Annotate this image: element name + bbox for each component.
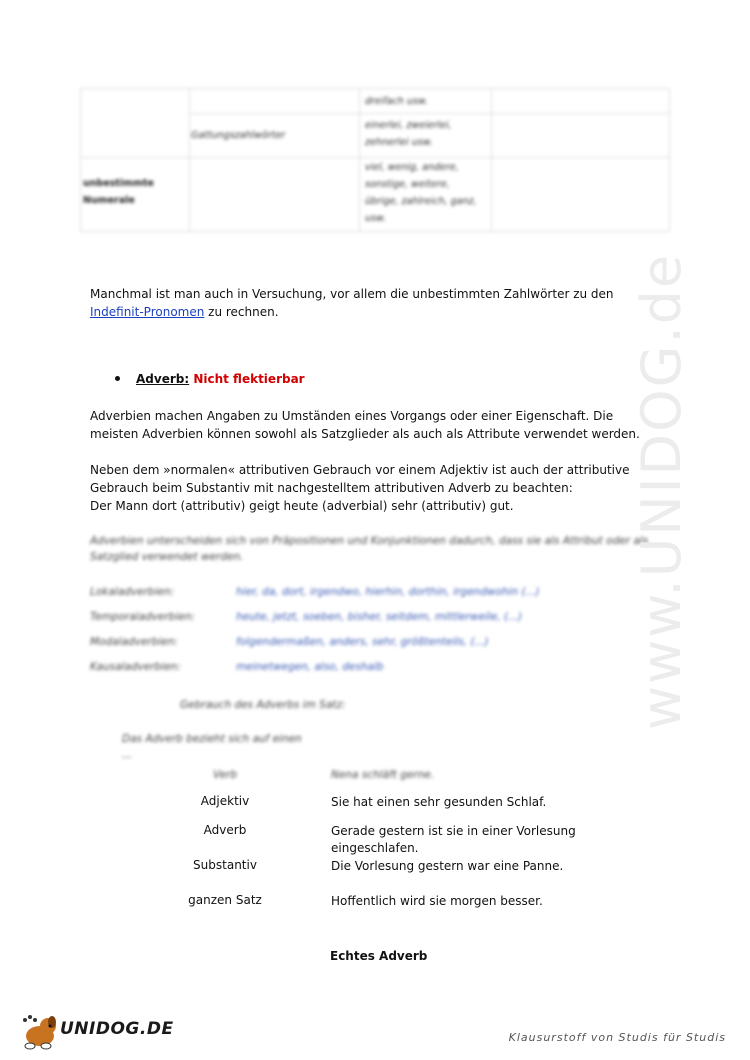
paragraph-line: Neben dem »normalen« attributiven Gebrauch vor einem Adjektiv ist auch der attributive xyxy=(90,463,630,477)
table-cell: einerlei, zweierlei, zehnerlei usw. xyxy=(365,120,452,148)
adverb-type-examples: folgendermaßen, anders, sehr, größtenteils, (...) xyxy=(236,636,489,648)
paragraph-line: Der Mann dort (attributiv) geigt heute (adverbial) sehr (attributiv) gut. xyxy=(90,499,514,513)
heading-label: Adverb: xyxy=(136,372,190,386)
table-cell: Gattungszahlwörter xyxy=(191,130,286,141)
row-label: Substantiv xyxy=(193,858,257,872)
paragraph-suffix: zu rechnen. xyxy=(204,305,279,319)
adverb-type-examples: hier, da, dort, irgendwo, hierhin, dorthin, irgendwohin (...) xyxy=(236,586,540,598)
numerals-table xyxy=(80,88,670,232)
paragraph-attributiv xyxy=(90,461,670,515)
adverb-type-name: Kausaladverbien: xyxy=(90,661,181,673)
adverb-type-examples: meinetwegen, also, deshalb xyxy=(236,661,384,673)
logo-text: UNIDOG.DE xyxy=(60,1019,174,1039)
paragraph-text: Manchmal ist man auch in Versuchung, vor allem die unbestimmten Zahlwörter zu den xyxy=(90,287,614,301)
adverb-type-name: Modaladverbien: xyxy=(90,636,178,648)
blurred-intro: Adverbien unterscheiden sich von Präpositionen und Konjunktionen dadurch, dass sie als Attribut oder als Satzglied verwendet werden. xyxy=(90,535,649,563)
paragraph-indefinit xyxy=(90,285,660,321)
echtes-adverb-heading: Echtes Adverb xyxy=(330,949,428,963)
row-label: Adverb xyxy=(203,823,247,837)
indefinit-pronomen-link[interactable]: Indefinit-Pronomen xyxy=(90,305,205,319)
heading-status: Nicht flektierbar xyxy=(189,372,305,386)
row-text: Hoffentlich wird sie morgen besser. xyxy=(331,894,543,908)
paragraph-adverbien: Adverbien machen Angaben zu Umständen eines Vorgangs oder einer Eigenschaft. Die meisten Adverbien können sowohl als Satzglieder als auch als Attribute verwendet werden. xyxy=(90,409,640,441)
adverb-type-examples: heute, jetzt, soeben, bisher, seitdem, mittlerweile, (...) xyxy=(236,611,523,623)
verb-label: Verb xyxy=(213,769,238,781)
row-text: Gerade gestern ist sie in einer Vorlesung eingeschlafen. xyxy=(331,824,576,855)
row-label: Adjektiv xyxy=(200,794,250,808)
row-text: Die Vorlesung gestern war eine Panne. xyxy=(331,859,564,873)
refers-text: Das Adverb bezieht sich auf einen ... xyxy=(122,733,302,761)
footer-tagline: Klausurstoff von Studis für Studis xyxy=(508,1031,726,1044)
row-text: Sie hat einen sehr gesunden Schlaf. xyxy=(331,795,547,809)
adverb-heading xyxy=(136,372,305,386)
adverb-type-name: Temporaladverbien: xyxy=(90,611,195,623)
bullet-icon xyxy=(115,376,120,381)
table-cell: dreifach usw. xyxy=(365,96,429,107)
watermark: www.UNIDOG.de xyxy=(630,252,693,730)
table-cell: unbestimmte Numerale xyxy=(83,178,155,206)
usage-title: Gebrauch des Adverbs im Satz: xyxy=(180,699,346,711)
row-label: ganzen Satz xyxy=(188,893,262,907)
adverb-type-name: Lokaladverbien: xyxy=(90,586,175,598)
table-cell: viel, wenig, andere, sonstige, weitere, übrige, zahlreich, ganz, usw. xyxy=(365,162,477,224)
paragraph-line: Gebrauch beim Substantiv mit nachgestelltem attributiven Adverb zu beachten: xyxy=(90,481,573,495)
verb-example: Nena schläft gerne. xyxy=(331,769,435,781)
